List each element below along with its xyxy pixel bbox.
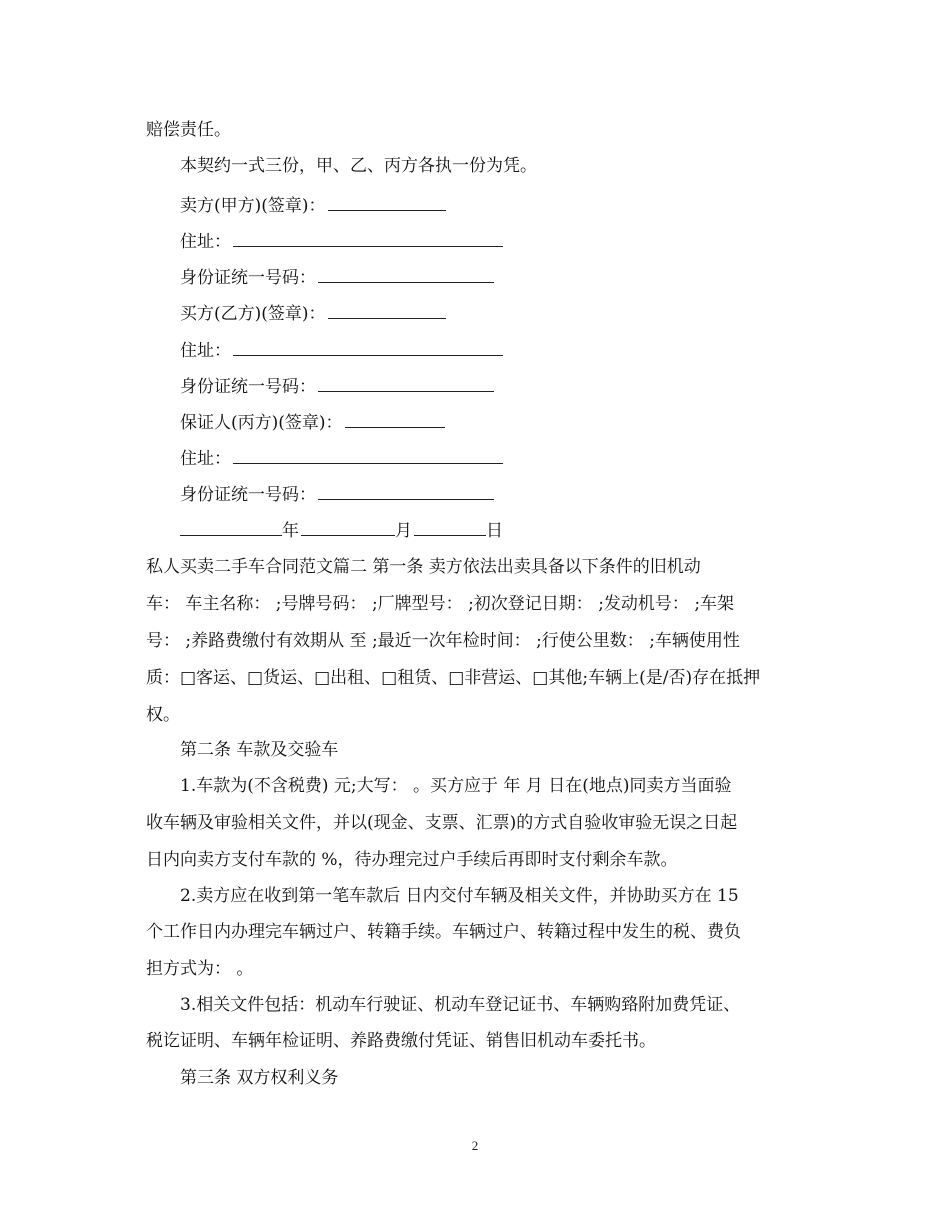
paragraph-text: 3.相关文件包括：机动车行驶证、机动车登记证书、车辆购臵附加费凭证、	[180, 995, 741, 1015]
seller-address-field	[180, 230, 503, 252]
field-label: 住址：	[180, 341, 231, 361]
paragraph-text: 权。	[146, 705, 180, 725]
buyer-address-field	[180, 339, 503, 361]
field-label: 买方(乙方)(签章)：	[180, 304, 326, 324]
paragraph-text: 号： ;养路费缴付有效期从 至 ;最近一次年检时间： ;行使公里数： ;车辆使用性	[146, 631, 740, 651]
date-month-label: 月	[395, 521, 412, 541]
paragraph-text: 赔偿责任。	[146, 120, 231, 140]
date-field	[180, 519, 503, 541]
buyer-id-field	[180, 375, 494, 397]
seller-id-field	[180, 266, 494, 288]
field-label: 身份证统一号码：	[180, 268, 316, 288]
seller-signature-field	[180, 194, 446, 216]
buyer-signature-field	[180, 302, 446, 324]
paragraph-text: 日内向卖方支付车款的 %，待办理完过户手续后再即时支付剩余车款。	[146, 850, 678, 870]
field-label: 住址：	[180, 449, 231, 469]
blank-line	[301, 519, 395, 536]
field-label: 卖方(甲方)(签章)：	[180, 196, 326, 216]
blank-line	[233, 447, 503, 464]
paragraph-text: 车： 车主名称： ;号牌号码： ;厂牌型号： ;初次登记日期： ;发动机号： ;车架	[146, 594, 735, 614]
date-day-label: 日	[486, 521, 503, 541]
paragraph-text: 质：□客运、□货运、□出租、□租赁、□非营运、□其他;车辆上(是/否)存在抵押	[146, 668, 761, 688]
paragraph-text: 1.车款为(不含税费) 元;大写： 。买方应于 年 月 日在(地点)同卖方当面验	[180, 776, 732, 796]
field-label: 保证人(丙方)(签章)：	[180, 413, 343, 433]
paragraph-text: 2.卖方应在收到第一笔车款后 日内交付车辆及相关文件，并协助买方在 15	[180, 886, 739, 906]
paragraph-text: 私人买卖二手车合同范文篇二 第一条 卖方依法出卖具备以下条件的旧机动	[146, 557, 701, 577]
blank-line	[233, 339, 503, 356]
field-label: 身份证统一号码：	[180, 377, 316, 397]
page-number: 2	[471, 1138, 479, 1153]
blank-line	[328, 194, 446, 211]
blank-line	[233, 230, 503, 247]
section-heading: 第二条 车款及交验车	[180, 740, 339, 760]
paragraph-text: 税讫证明、车辆年检证明、养路费缴付凭证、销售旧机动车委托书。	[146, 1031, 656, 1051]
blank-line	[318, 375, 494, 392]
date-year-label: 年	[282, 521, 299, 541]
paragraph-text: 个工作日内办理完车辆过户、转籍手续。车辆过户、转籍过程中发生的税、费负	[146, 922, 741, 942]
paragraph-text: 本契约一式三份，甲、乙、丙方各执一份为凭。	[180, 156, 537, 176]
guarantor-id-field	[180, 483, 494, 505]
blank-line	[180, 519, 282, 536]
field-label: 住址：	[180, 232, 231, 252]
section-heading: 第三条 双方权利义务	[180, 1068, 339, 1088]
field-label: 身份证统一号码：	[180, 485, 316, 505]
paragraph-text: 担方式为： 。	[146, 959, 254, 979]
paragraph-text: 收车辆及审验相关文件，并以(现金、支票、汇票)的方式自验收审验无误之日起	[146, 813, 738, 833]
blank-line	[328, 302, 446, 319]
guarantor-address-field	[180, 447, 503, 469]
blank-line	[318, 483, 494, 500]
blank-line	[345, 411, 445, 428]
blank-line	[318, 266, 494, 283]
blank-line	[414, 519, 486, 536]
guarantor-signature-field	[180, 411, 445, 433]
